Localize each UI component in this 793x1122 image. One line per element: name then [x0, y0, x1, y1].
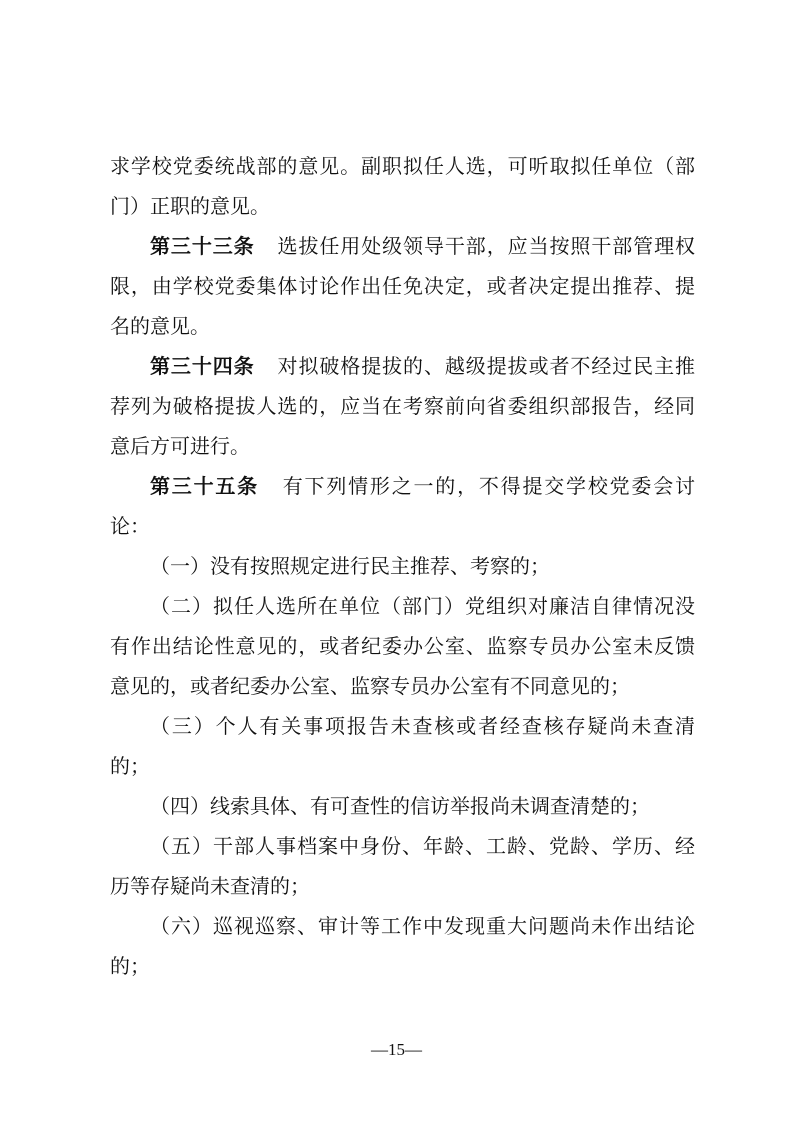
list-item: （六）巡视巡察、审计等工作中发现重大问题尚未作出结论: [150, 914, 695, 938]
text-line: 有作出结论性意见的，或者纪委办公室、监察专员办公室未反馈: [110, 634, 695, 658]
list-item: （二）拟任人选所在单位（部门）党组织对廉洁自律情况没: [150, 594, 695, 618]
text-line: 论：: [110, 514, 150, 538]
text-line: 的；: [110, 754, 150, 778]
text-line: 历等存疑尚未查清的；: [110, 874, 310, 898]
article-35-line: [110, 466, 695, 506]
text-line: 门）正职的意见。: [110, 194, 270, 218]
document-body: [110, 146, 695, 986]
article-34-label: 第三十四条: [150, 354, 255, 378]
text-line: 名的意见。: [110, 314, 210, 338]
article-35-text: 有下列情形之一的，不得提交学校党委会讨: [280, 474, 696, 498]
text-line: 荐列为破格提拔人选的，应当在考察前向省委组织部报告，经同: [110, 394, 695, 418]
text-line: 求学校党委统战部的意见。副职拟任人选，可听取拟任单位（部: [110, 154, 695, 178]
list-item: （三）个人有关事项报告未查核或者经查核存疑尚未查清: [150, 714, 695, 738]
article-33-text: 选拔任用处级领导干部，应当按照干部管理权: [276, 234, 696, 258]
page-number: —15—: [371, 1040, 422, 1059]
article-34-line: [110, 346, 695, 386]
text-line: 限，由学校党委集体讨论作出任免决定，或者决定提出推荐、提: [110, 274, 695, 298]
article-34-text: 对拟破格提拔的、越级提拔或者不经过民主推: [276, 354, 696, 378]
list-item: （一）没有按照规定进行民主推荐、考察的；: [150, 554, 550, 578]
article-35-label: 第三十五条: [150, 474, 259, 498]
text-line: 的；: [110, 954, 150, 978]
list-item: （四）线索具体、有可查性的信访举报尚未调查清楚的；: [150, 794, 650, 818]
text-line: 意见的，或者纪委办公室、监察专员办公室有不同意见的；: [110, 674, 630, 698]
article-33-label: 第三十三条: [150, 234, 255, 258]
article-33-line: [110, 226, 695, 266]
text-line: 意后方可进行。: [110, 434, 250, 458]
list-item: （五）干部人事档案中身份、年龄、工龄、党龄、学历、经: [150, 834, 695, 858]
